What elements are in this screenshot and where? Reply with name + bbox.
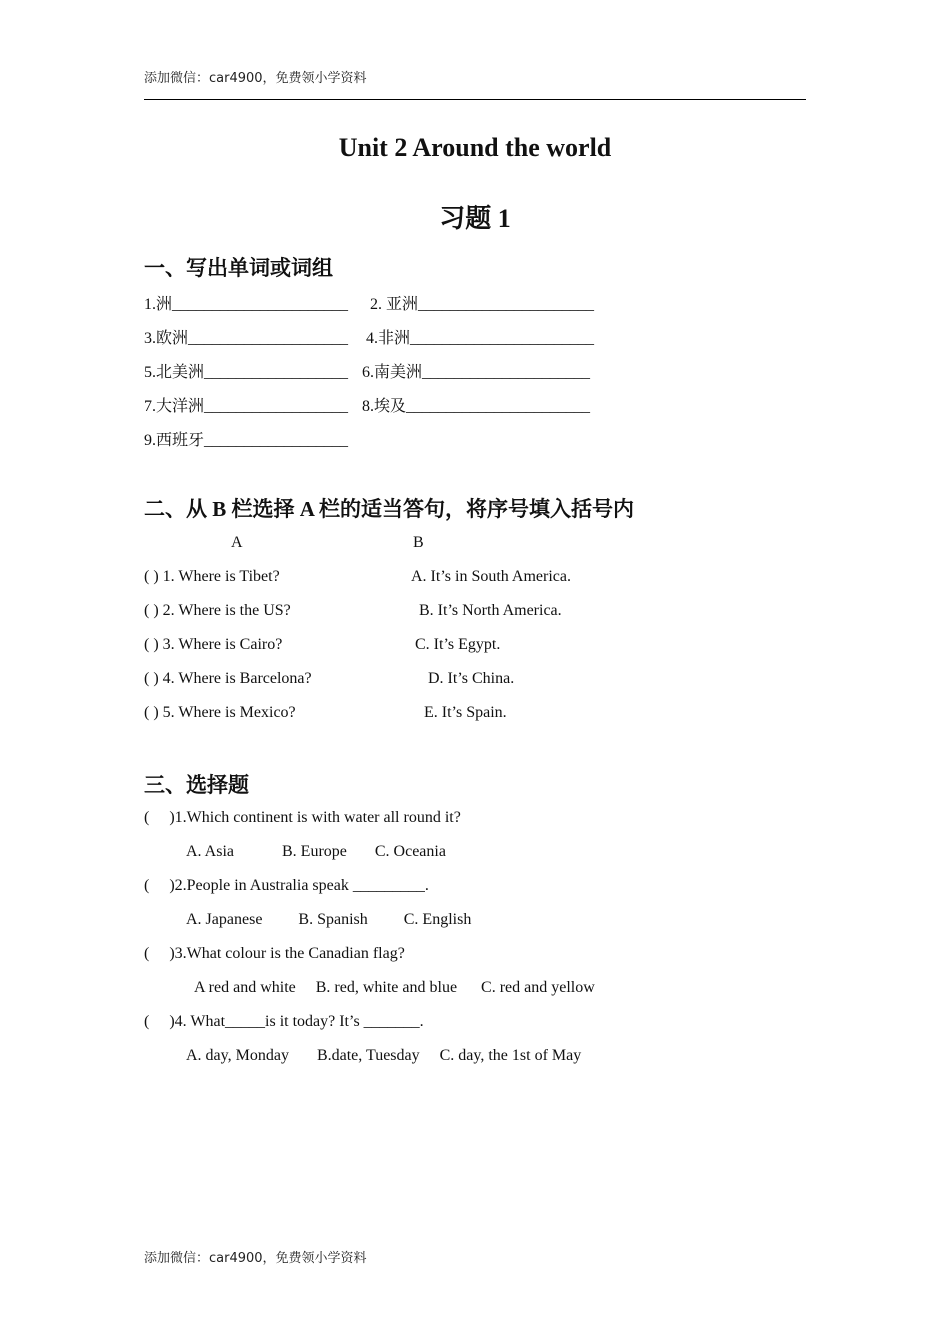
header-rule	[144, 99, 806, 100]
word-item: 6.南美洲_____________________	[362, 364, 591, 381]
match-answer: B. It’s North America.	[419, 602, 562, 619]
match-question: ( ) 4. Where is Barcelona?	[144, 670, 312, 687]
section2-heading: 二、从 B 栏选择 A 栏的适当答句，将序号填入括号内	[144, 497, 635, 521]
match-question: ( ) 3. Where is Cairo?	[144, 636, 283, 653]
section1-heading: 一、写出单词或词组	[144, 256, 333, 280]
word-item: 3.欧洲____________________	[144, 330, 349, 347]
choice-question: ( )2.People in Australia speak _________.	[144, 877, 429, 894]
choice-options: A. Japanese B. Spanish C. English	[186, 911, 472, 928]
choice-question: ( )4. What_____is it today? It’s _______.	[144, 1013, 424, 1030]
page-header: 添加微信：car4900，免费领小学资料	[144, 71, 367, 86]
section3-heading: 三、选择题	[144, 773, 249, 797]
match-answer: A. It’s in South America.	[411, 568, 571, 585]
match-question: ( ) 1. Where is Tibet?	[144, 568, 280, 585]
match-answer: D. It’s China.	[428, 670, 515, 687]
word-item: 1.洲______________________	[144, 296, 349, 313]
word-item: 5.北美洲__________________	[144, 364, 349, 381]
choice-options: A. day, Monday B.date, Tuesday C. day, the 1st of May	[186, 1047, 582, 1064]
choice-options: A. Asia B. Europe C. Oceania	[186, 843, 446, 860]
match-question: ( ) 2. Where is the US?	[144, 602, 291, 619]
match-question: ( ) 5. Where is Mexico?	[144, 704, 296, 721]
word-item: 9.西班牙__________________	[144, 432, 349, 449]
column-a-label: A	[231, 534, 243, 551]
word-item: 8.埃及_______________________	[362, 398, 591, 415]
choice-question: ( )1.Which continent is with water all round it?	[144, 809, 461, 826]
match-answer: E. It’s Spain.	[424, 704, 507, 721]
page-footer: 添加微信：car4900，免费领小学资料	[144, 1251, 367, 1266]
choice-options: A red and white B. red, white and blue C. red and yellow	[194, 979, 595, 996]
word-item: 4.非洲_______________________	[366, 330, 595, 347]
word-item: 7.大洋洲__________________	[144, 398, 349, 415]
match-answer: C. It’s Egypt.	[415, 636, 501, 653]
column-b-label: B	[413, 534, 424, 551]
page-subtitle: 习题 1	[439, 204, 511, 233]
word-item: 2. 亚洲______________________	[370, 296, 595, 313]
choice-question: ( )3.What colour is the Canadian flag?	[144, 945, 405, 962]
page-title: Unit 2 Around the world	[338, 133, 612, 162]
